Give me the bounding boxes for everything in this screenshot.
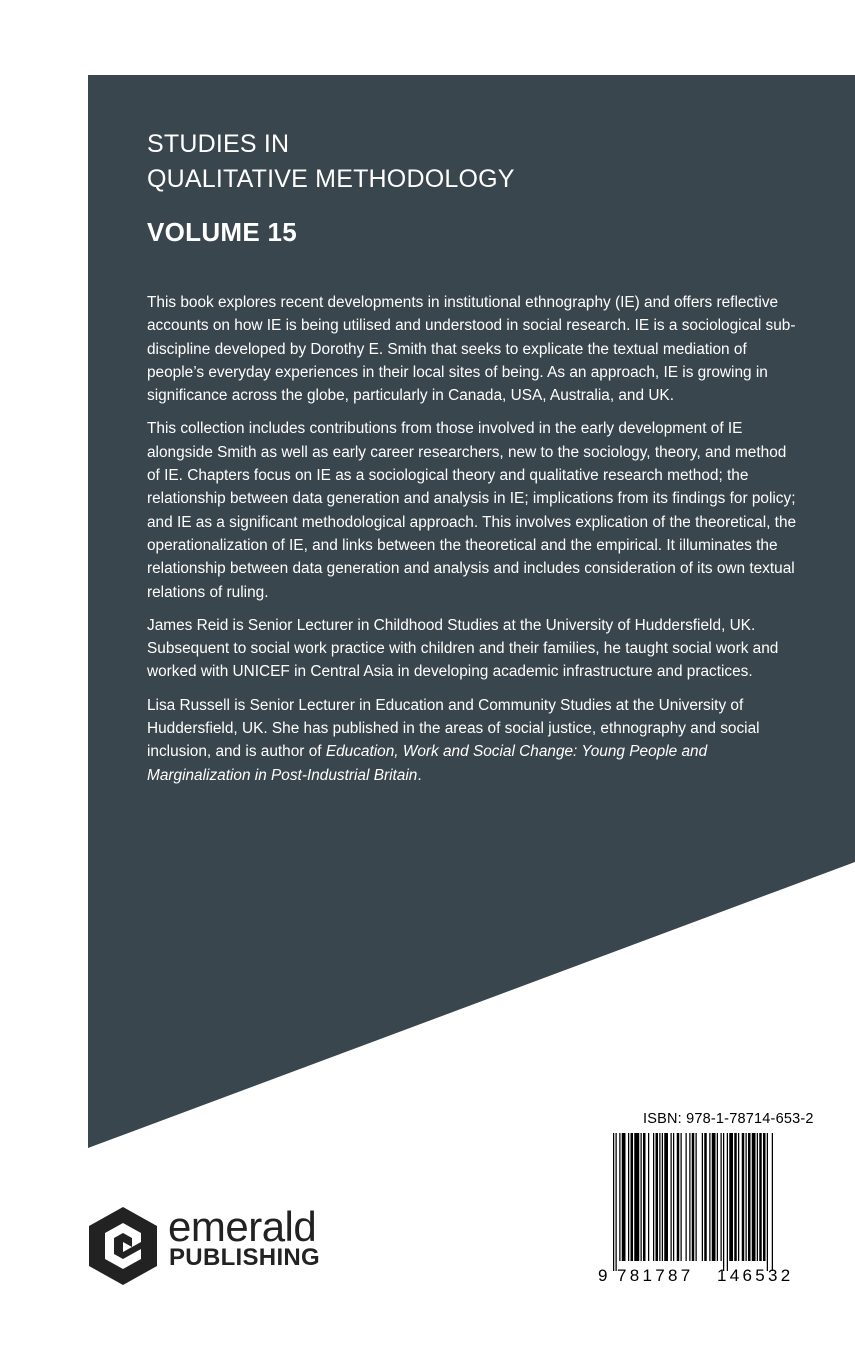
barcode-bar	[613, 1133, 614, 1271]
series-title-line-2: QUALITATIVE METHODOLOGY	[147, 165, 515, 193]
barcode-bar	[742, 1133, 745, 1261]
barcode-bar	[619, 1133, 620, 1261]
barcode-bar	[689, 1133, 690, 1261]
barcode-bar	[616, 1133, 617, 1271]
emerald-logo-icon	[87, 1205, 159, 1287]
author-bio-end: .	[417, 766, 422, 784]
barcode-bar	[757, 1133, 758, 1261]
barcode-bar	[746, 1133, 747, 1261]
barcode-bar	[748, 1133, 751, 1261]
barcode-bar	[656, 1133, 659, 1261]
barcode-bar	[622, 1133, 626, 1261]
barcode-bar	[702, 1133, 703, 1261]
barcode-bar	[662, 1133, 663, 1261]
barcode-bar	[631, 1133, 634, 1261]
blurb-paragraph-1: This book explores recent developments in institutional ethnography (IE) and offers reflective accounts on how IE is being utilised and understood in social research. IE is a sociological sub-discipline developed by Dorothy E. Smith that seeks to explicate the textual mediation of people’s everyday experiences in their local sites of being. As an approach, IE is growing in significance across the globe, particularly in Canada, USA, Australia, and UK.	[147, 294, 796, 405]
barcode-bars	[613, 1133, 773, 1271]
author-bio-lisa-russell	[147, 694, 799, 787]
barcode-bar	[752, 1133, 756, 1261]
barcode-bar	[734, 1133, 737, 1261]
barcode-bar	[643, 1133, 646, 1261]
barcode-bar	[709, 1133, 710, 1261]
barcode-bar	[704, 1133, 707, 1261]
barcode-bar	[641, 1133, 642, 1261]
barcode-bar	[712, 1133, 716, 1261]
barcode-bar	[692, 1133, 695, 1261]
series-title-line-1: STUDIES IN	[147, 130, 290, 158]
barcode-bar	[671, 1133, 672, 1261]
barcode-bar	[673, 1133, 674, 1261]
barcode-bar	[717, 1133, 718, 1261]
barcode-background	[595, 1133, 827, 1285]
barcode-digits-left: 781787	[617, 1266, 694, 1285]
barcode-bar	[634, 1133, 639, 1261]
publisher-wordmark: emerald	[168, 1203, 317, 1250]
barcode-bar	[727, 1133, 728, 1271]
barcode-bar	[664, 1133, 668, 1261]
barcode-bar	[759, 1133, 762, 1261]
barcode-bar	[659, 1133, 660, 1261]
barcode-bar	[721, 1133, 722, 1261]
barcode-bar	[686, 1133, 687, 1261]
volume-label: VOLUME 15	[147, 217, 298, 247]
barcode-bar	[677, 1133, 680, 1261]
barcode-bar	[653, 1133, 654, 1261]
barcode-bar	[681, 1133, 682, 1261]
barcode-bar	[696, 1133, 697, 1261]
series-title	[147, 127, 515, 197]
isbn-label: ISBN: 978-1-78714-653-2	[643, 1111, 814, 1127]
barcode-bar	[763, 1133, 766, 1261]
author-bio-james-reid: James Reid is Senior Lecturer in Childhood Studies at the University of Huddersfield, UK. Subsequent to social work practice with children and their families, he taught social work and worked with UNICEF in Central Asia in developing academic infrastructure and practices.	[147, 616, 779, 681]
barcode-bar	[767, 1133, 768, 1271]
barcode-digits-right: 146532	[717, 1266, 794, 1285]
barcode-bar	[628, 1133, 629, 1261]
barcode-bar	[648, 1133, 649, 1261]
blurb	[147, 291, 799, 797]
barcode	[595, 1133, 827, 1285]
publisher-subtitle: PUBLISHING	[169, 1244, 321, 1271]
barcode-bar	[738, 1133, 739, 1261]
barcode-bar	[772, 1133, 773, 1271]
barcode-bar	[723, 1133, 724, 1271]
book-title-citation: Education, Work and Social Change: Young People and Marginalization in Post-Industrial Britain	[147, 743, 708, 784]
barcode-digit-first: 9	[598, 1266, 608, 1285]
barcode-bar	[729, 1133, 733, 1261]
author-bio-text: Lisa Russell is Senior Lecturer in Education and Community Studies at the University of Huddersfield, UK. She has published in the areas of social justice, ethnography and social inclusion, and is author of	[147, 696, 760, 761]
blurb-paragraph-2: This collection includes contributions from those involved in the early development of IE alongside Smith as well as early career researchers, new to the sociology, theory, and method of IE. Chapters focus on IE as a sociological theory and qualitative research method; the relationship between data generation and analysis in IE; implications from its findings for policy; and IE as a significant methodological approach. This involves explication of the theoretical, the operationalization of IE, and links between the theoretical and the empirical. It illuminates the relationship between data generation and analysis and includes consideration of its own textual relations of ruling.	[147, 420, 797, 601]
